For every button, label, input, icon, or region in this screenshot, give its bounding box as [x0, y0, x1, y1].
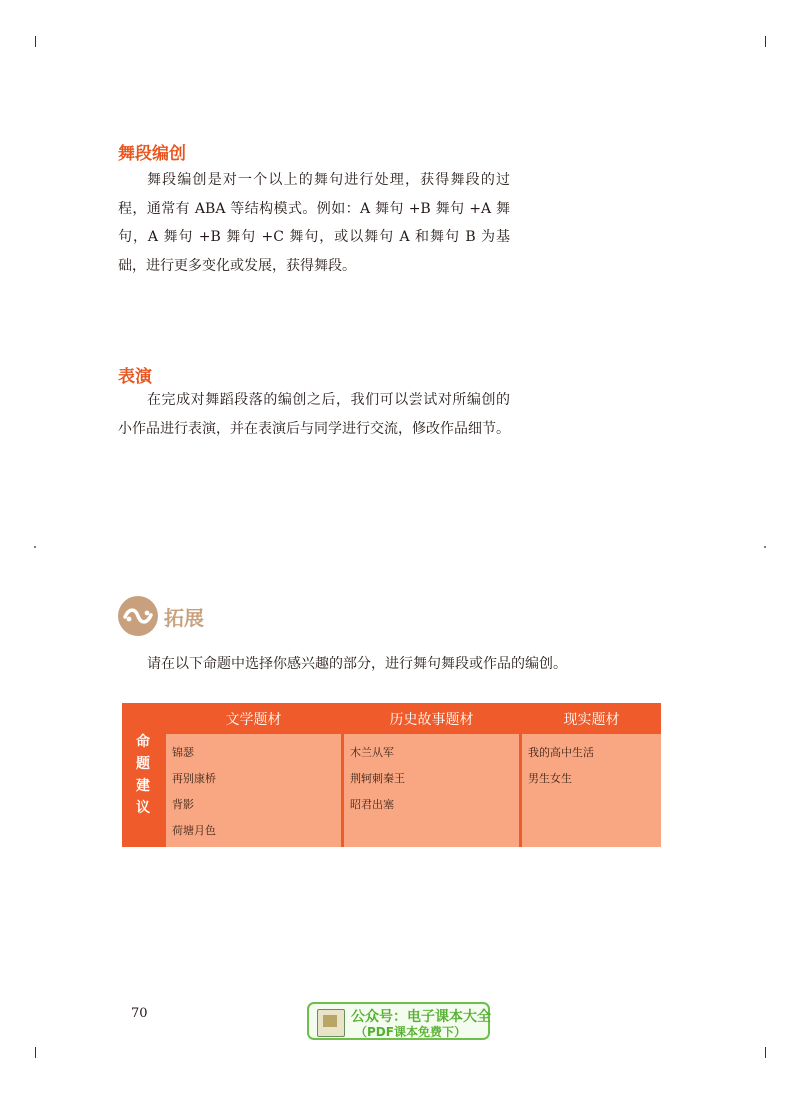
wave-icon — [118, 596, 158, 636]
extension-prompt: 请在以下命题中选择你感兴趣的部分，进行舞句舞段或作品的编创。 — [147, 656, 567, 672]
column-body-history — [344, 734, 519, 847]
column-header-reality: 现实题材 — [522, 705, 661, 732]
registration-dot-right — [764, 546, 766, 548]
list-item: 荆轲刺秦王 — [350, 772, 405, 785]
extension-header — [118, 596, 204, 636]
section-title-choreography: 舞段编创 — [118, 144, 186, 164]
column-header-history: 历史故事题材 — [344, 705, 519, 732]
registration-dot-left — [34, 546, 36, 548]
section-title-performance: 表演 — [118, 367, 152, 387]
list-item: 荷塘月色 — [172, 824, 216, 837]
crop-mark-bottom-right — [765, 1047, 766, 1058]
column-header-literature: 文学题材 — [166, 705, 341, 732]
crop-mark-bottom-left — [35, 1047, 36, 1058]
list-item: 再别康桥 — [172, 772, 216, 785]
extension-title: 拓展 — [164, 605, 204, 630]
list-item: 男生女生 — [528, 772, 572, 785]
watermark-line-2: （PDF课本免费下） — [355, 1025, 466, 1039]
paragraph-performance: 在完成对舞蹈段落的编创之后，我们可以尝试对所编创的小作品进行表演，并在表演后与同学进行交流，修改作品细节。 — [118, 392, 510, 437]
column-body-reality — [522, 734, 661, 847]
book-icon — [317, 1009, 345, 1037]
side-label-char: 题 — [136, 756, 150, 772]
list-item: 木兰从军 — [350, 746, 394, 759]
list-item: 背影 — [172, 798, 194, 811]
crop-mark-top-right — [765, 36, 766, 47]
paragraph-choreography: 舞段编创是对一个以上的舞句进行处理，获得舞段的过程，通常有 ABA 等结构模式。例如：A 舞句 +B 舞句 +A 舞句，A 舞句 +B 舞句 +C 舞句，或以舞句 A 和舞句 B 为基础，进行更多变化或发展，获得舞段。 — [118, 172, 510, 274]
table-side-label — [122, 703, 164, 847]
watermark-stamp — [307, 1002, 490, 1040]
list-item: 锦瑟 — [172, 746, 194, 759]
topic-table — [122, 703, 661, 847]
watermark-line-1: 公众号：电子课本大全 — [351, 1009, 491, 1025]
column-body-literature — [166, 734, 341, 847]
side-label-char: 建 — [136, 778, 150, 794]
page-number: 70 — [131, 1006, 148, 1021]
crop-mark-top-left — [35, 36, 36, 47]
side-label-char: 命 — [136, 734, 150, 750]
list-item: 昭君出塞 — [350, 798, 394, 811]
list-item: 我的高中生活 — [528, 746, 594, 759]
side-label-char: 议 — [136, 800, 150, 816]
